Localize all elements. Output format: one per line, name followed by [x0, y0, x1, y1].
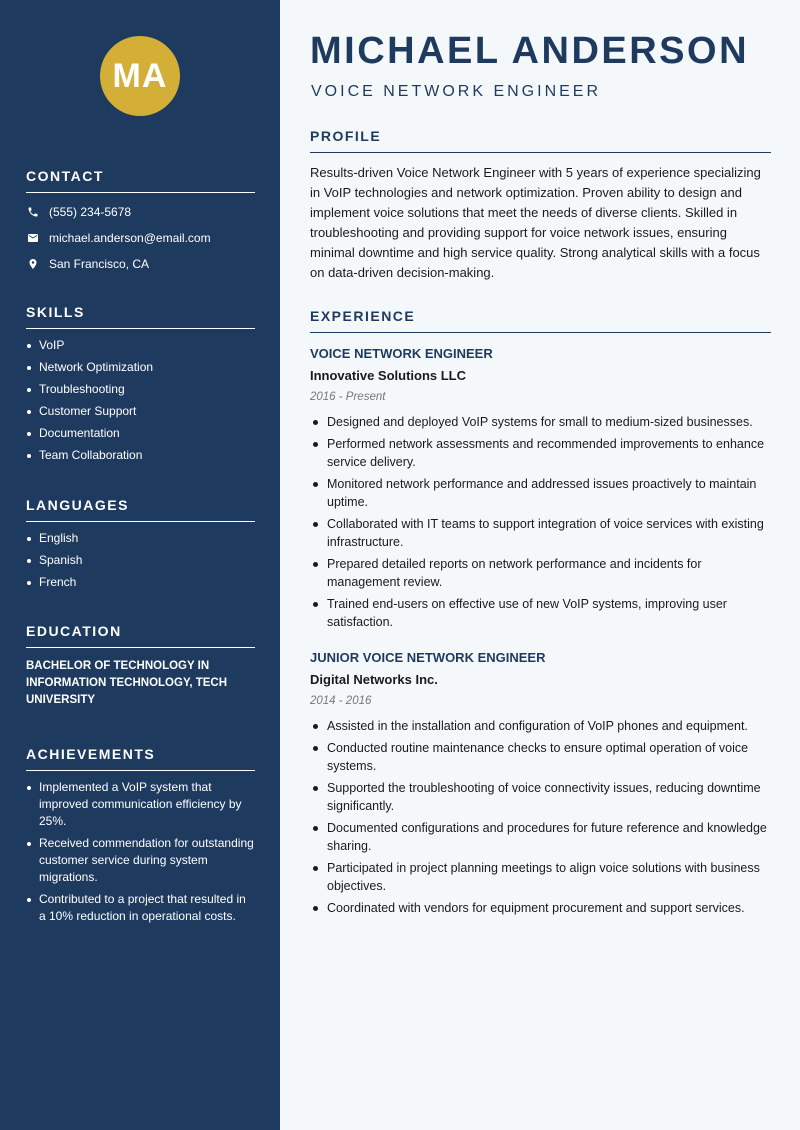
contact-section	[26, 168, 255, 277]
contact-location	[26, 251, 255, 277]
profile-text: Results-driven Voice Network Engineer with 5 years of experience specializing in VoIP technologies and network optimization. Proven ability to design and implement voice solutions that meet the needs of diverse clients. Skilled in troubleshooting and providing support for voice network issues, ensuring minimal downtime and high service quality. Strong analytical skills with a focus on data-driven decision-making.	[310, 165, 761, 280]
candidate-name: MICHAEL ANDERSON	[310, 30, 750, 72]
achievement-item: Implemented a VoIP system that improved communication efficiency by 25%.	[26, 779, 255, 830]
languages-section	[26, 497, 255, 596]
job-entry	[310, 649, 771, 917]
company-name: Innovative Solutions LLC	[310, 368, 467, 383]
job-bullet: Collaborated with IT teams to support integration of voice services with existing infrastructure.	[310, 515, 771, 551]
job-title: JUNIOR VOICE NETWORK ENGINEER	[310, 650, 546, 665]
education-heading: EDUCATION	[26, 623, 255, 648]
main-content	[280, 0, 800, 1130]
job-bullets	[310, 717, 771, 917]
job-bullet: Documented configurations and procedures for future reference and knowledge sharing.	[310, 819, 771, 855]
achievements-list	[26, 779, 255, 925]
contact-list	[26, 199, 255, 277]
achievements-heading: ACHIEVEMENTS	[26, 746, 255, 771]
contact-phone	[26, 199, 255, 225]
job-bullet: Assisted in the installation and configuration of VoIP phones and equipment.	[310, 717, 771, 735]
email-icon	[26, 231, 40, 245]
language-item: Spanish	[26, 552, 255, 569]
job-bullets	[310, 413, 771, 631]
experience-heading: EXPERIENCE	[310, 308, 771, 333]
education-degree: BACHELOR OF TECHNOLOGY IN INFORMATION TECHNOLOGY, TECH UNIVERSITY	[26, 660, 228, 706]
job-bullet: Coordinated with vendors for equipment procurement and support services.	[310, 899, 771, 917]
contact-heading: CONTACT	[26, 168, 255, 193]
skill-item: Team Collaboration	[26, 447, 255, 464]
skill-item: Customer Support	[26, 403, 255, 420]
contact-location-text: San Francisco, CA	[49, 257, 150, 271]
languages-list	[26, 530, 255, 591]
languages-heading: LANGUAGES	[26, 497, 255, 522]
skills-section	[26, 304, 255, 469]
job-bullet: Designed and deployed VoIP systems for small to medium-sized businesses.	[310, 413, 771, 431]
experience-section	[310, 308, 771, 921]
skills-list	[26, 337, 255, 464]
language-item: English	[26, 530, 255, 547]
skill-item: VoIP	[26, 337, 255, 354]
job-bullet: Conducted routine maintenance checks to ensure optimal operation of voice systems.	[310, 739, 771, 775]
skill-item: Documentation	[26, 425, 255, 442]
job-bullet: Trained end-users on effective use of new VoIP systems, improving user satisfaction.	[310, 595, 771, 631]
job-entry	[310, 345, 771, 631]
job-title: VOICE NETWORK ENGINEER	[310, 346, 493, 361]
job-bullet: Performed network assessments and recommended improvements to enhance service delivery.	[310, 435, 771, 471]
contact-phone-text[interactable]: (555) 234-5678	[49, 205, 132, 219]
contact-email-text[interactable]: michael.anderson@email.com	[49, 231, 211, 245]
skill-item: Troubleshooting	[26, 381, 255, 398]
achievement-item: Contributed to a project that resulted in a 10% reduction in operational costs.	[26, 891, 255, 925]
phone-icon	[26, 205, 40, 219]
skill-item: Network Optimization	[26, 359, 255, 376]
avatar: MA	[100, 36, 180, 116]
sidebar	[0, 0, 280, 1130]
skills-heading: SKILLS	[26, 304, 255, 329]
contact-email	[26, 225, 255, 251]
company-name: Digital Networks Inc.	[310, 672, 438, 687]
job-dates: 2014 - 2016	[310, 695, 372, 707]
job-bullet: Monitored network performance and addressed issues proactively to maintain uptime.	[310, 475, 771, 511]
language-item: French	[26, 574, 255, 591]
achievements-section	[26, 746, 255, 930]
education-section	[26, 623, 255, 709]
profile-heading: PROFILE	[310, 128, 771, 153]
job-title-header: VOICE NETWORK ENGINEER	[311, 83, 602, 100]
job-bullet: Prepared detailed reports on network performance and incidents for management review.	[310, 555, 771, 591]
achievement-item: Received commendation for outstanding customer service during system migrations.	[26, 835, 255, 886]
job-bullet: Supported the troubleshooting of voice connectivity issues, reducing downtime significantly.	[310, 779, 771, 815]
location-pin-icon	[26, 257, 40, 271]
job-dates: 2016 - Present	[310, 391, 386, 403]
job-bullet: Participated in project planning meetings to align voice solutions with business objectives.	[310, 859, 771, 895]
profile-section	[310, 128, 771, 283]
